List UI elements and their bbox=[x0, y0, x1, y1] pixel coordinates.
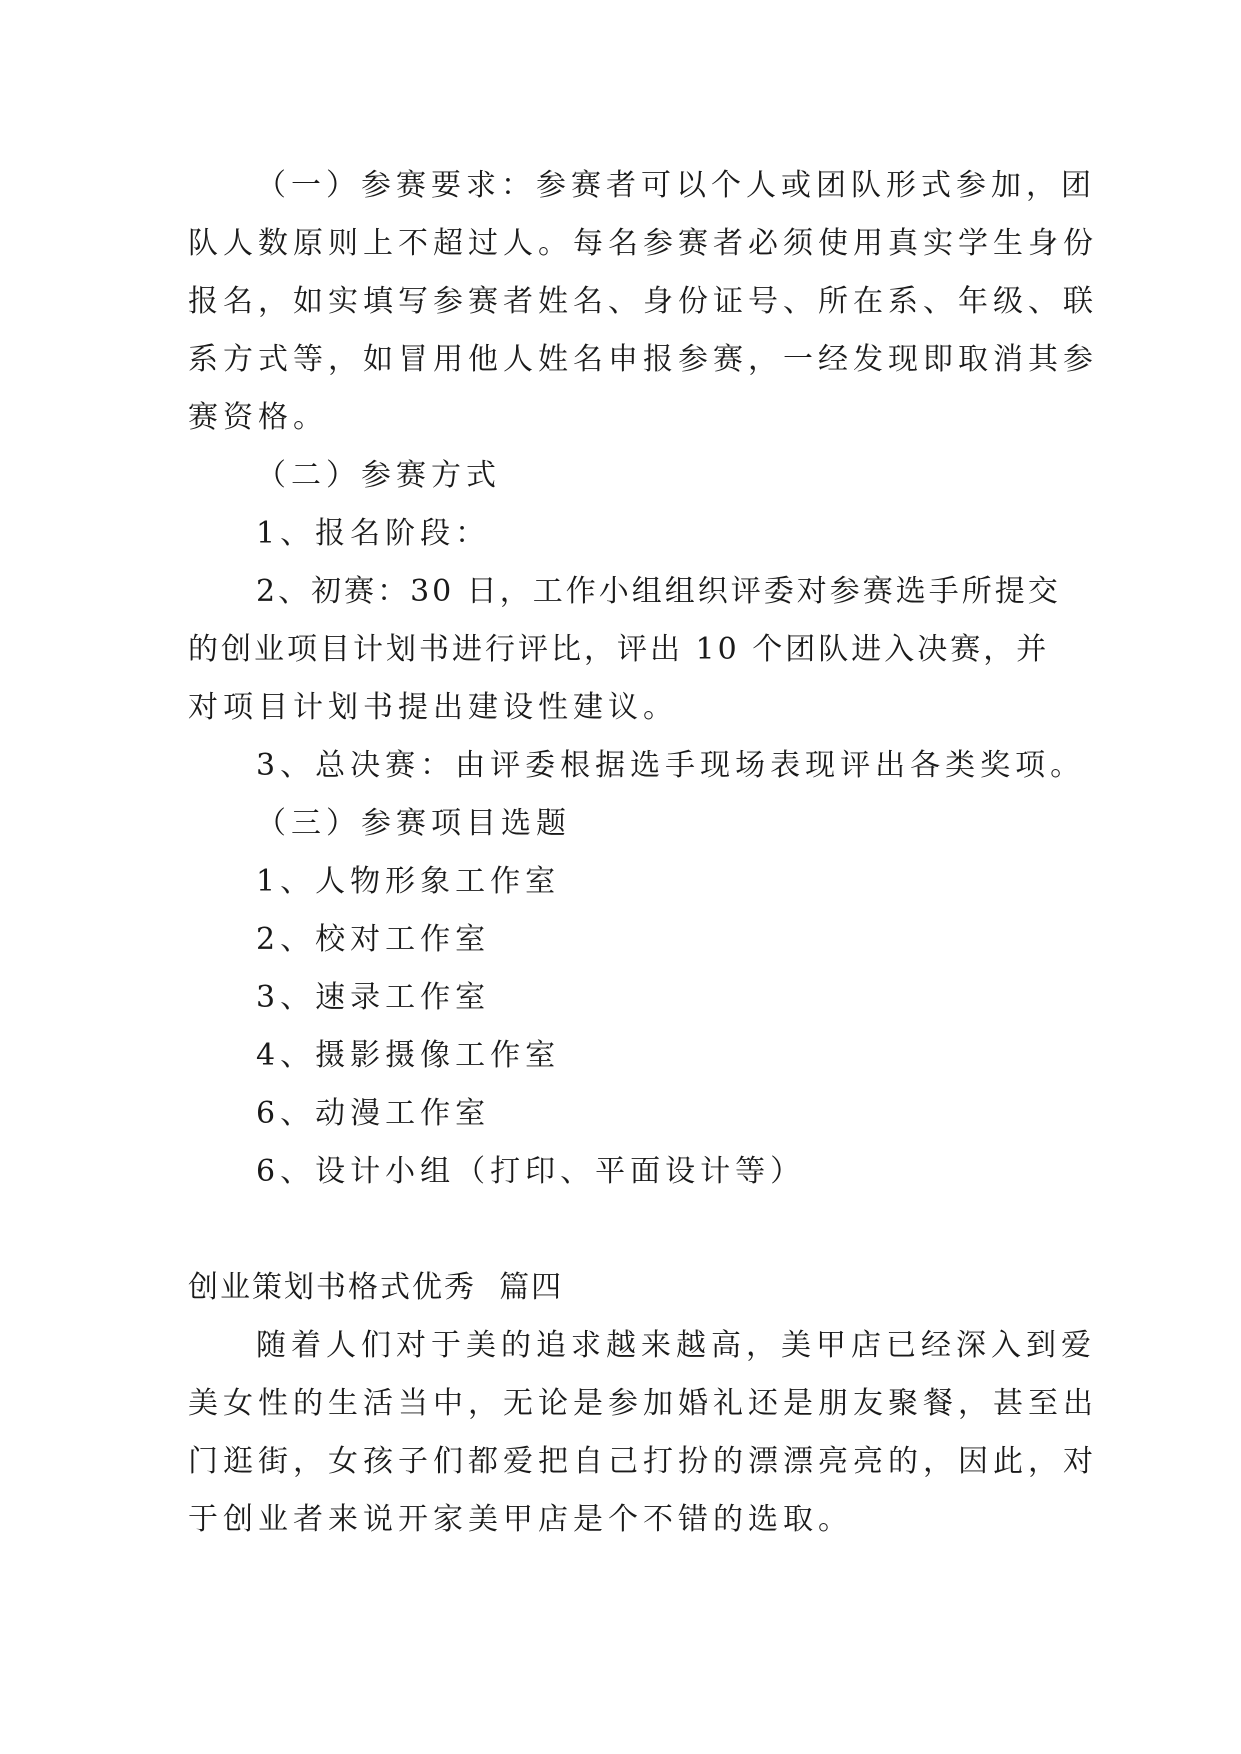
chapter-heading: 创业策划书格式优秀 篇四 bbox=[188, 1270, 564, 1305]
chapter-paragraph-line-3: 门逛街，女孩子们都爱把自己打扮的漂漂亮亮的，因此，对 bbox=[188, 1444, 1098, 1479]
topic-item: 6、动漫工作室 bbox=[256, 1096, 491, 1131]
section-one-line-2: 队人数原则上不超过人。每名参赛者必须使用真实学生身份 bbox=[188, 226, 1098, 261]
section-one-line-5: 赛资格。 bbox=[188, 400, 328, 435]
topic-item: 4、摄影摄像工作室 bbox=[256, 1038, 561, 1073]
section-two-step-1: 1、报名阶段： bbox=[256, 516, 491, 551]
topic-item: 2、校对工作室 bbox=[256, 922, 491, 957]
chapter-paragraph-line-1: 随着人们对于美的追求越来越高，美甲店已经深入到爱 bbox=[256, 1328, 1096, 1363]
chapter-paragraph-line-2: 美女性的生活当中，无论是参加婚礼还是朋友聚餐，甚至出 bbox=[188, 1386, 1098, 1421]
section-two-step-2-line-1: 2、初赛：30 日，工作小组组织评委对参赛选手所提交 bbox=[256, 574, 1061, 609]
section-one-line-4: 系方式等，如冒用他人姓名申报参赛，一经发现即取消其参 bbox=[188, 342, 1098, 377]
topic-item: 1、人物形象工作室 bbox=[256, 864, 561, 899]
section-two-step-2-line-2: 的创业项目计划书进行评比，评出 10 个团队进入决赛，并 bbox=[188, 632, 1050, 667]
section-two-step-3: 3、总决赛：由评委根据选手现场表现评出各类奖项。 bbox=[256, 748, 1086, 783]
topic-item: 3、速录工作室 bbox=[256, 980, 491, 1015]
chapter-paragraph-line-4: 于创业者来说开家美甲店是个不错的选取。 bbox=[188, 1502, 853, 1537]
section-one-line-1: （一）参赛要求：参赛者可以个人或团队形式参加，团 bbox=[256, 168, 1096, 203]
topic-item: 6、设计小组（打印、平面设计等） bbox=[256, 1154, 806, 1189]
section-one-line-3: 报名，如实填写参赛者姓名、身份证号、所在系、年级、联 bbox=[188, 284, 1098, 319]
section-three-title: （三）参赛项目选题 bbox=[256, 806, 571, 841]
section-two-title: （二）参赛方式 bbox=[256, 458, 501, 493]
section-two-step-2-line-3: 对项目计划书提出建设性建议。 bbox=[188, 690, 678, 725]
